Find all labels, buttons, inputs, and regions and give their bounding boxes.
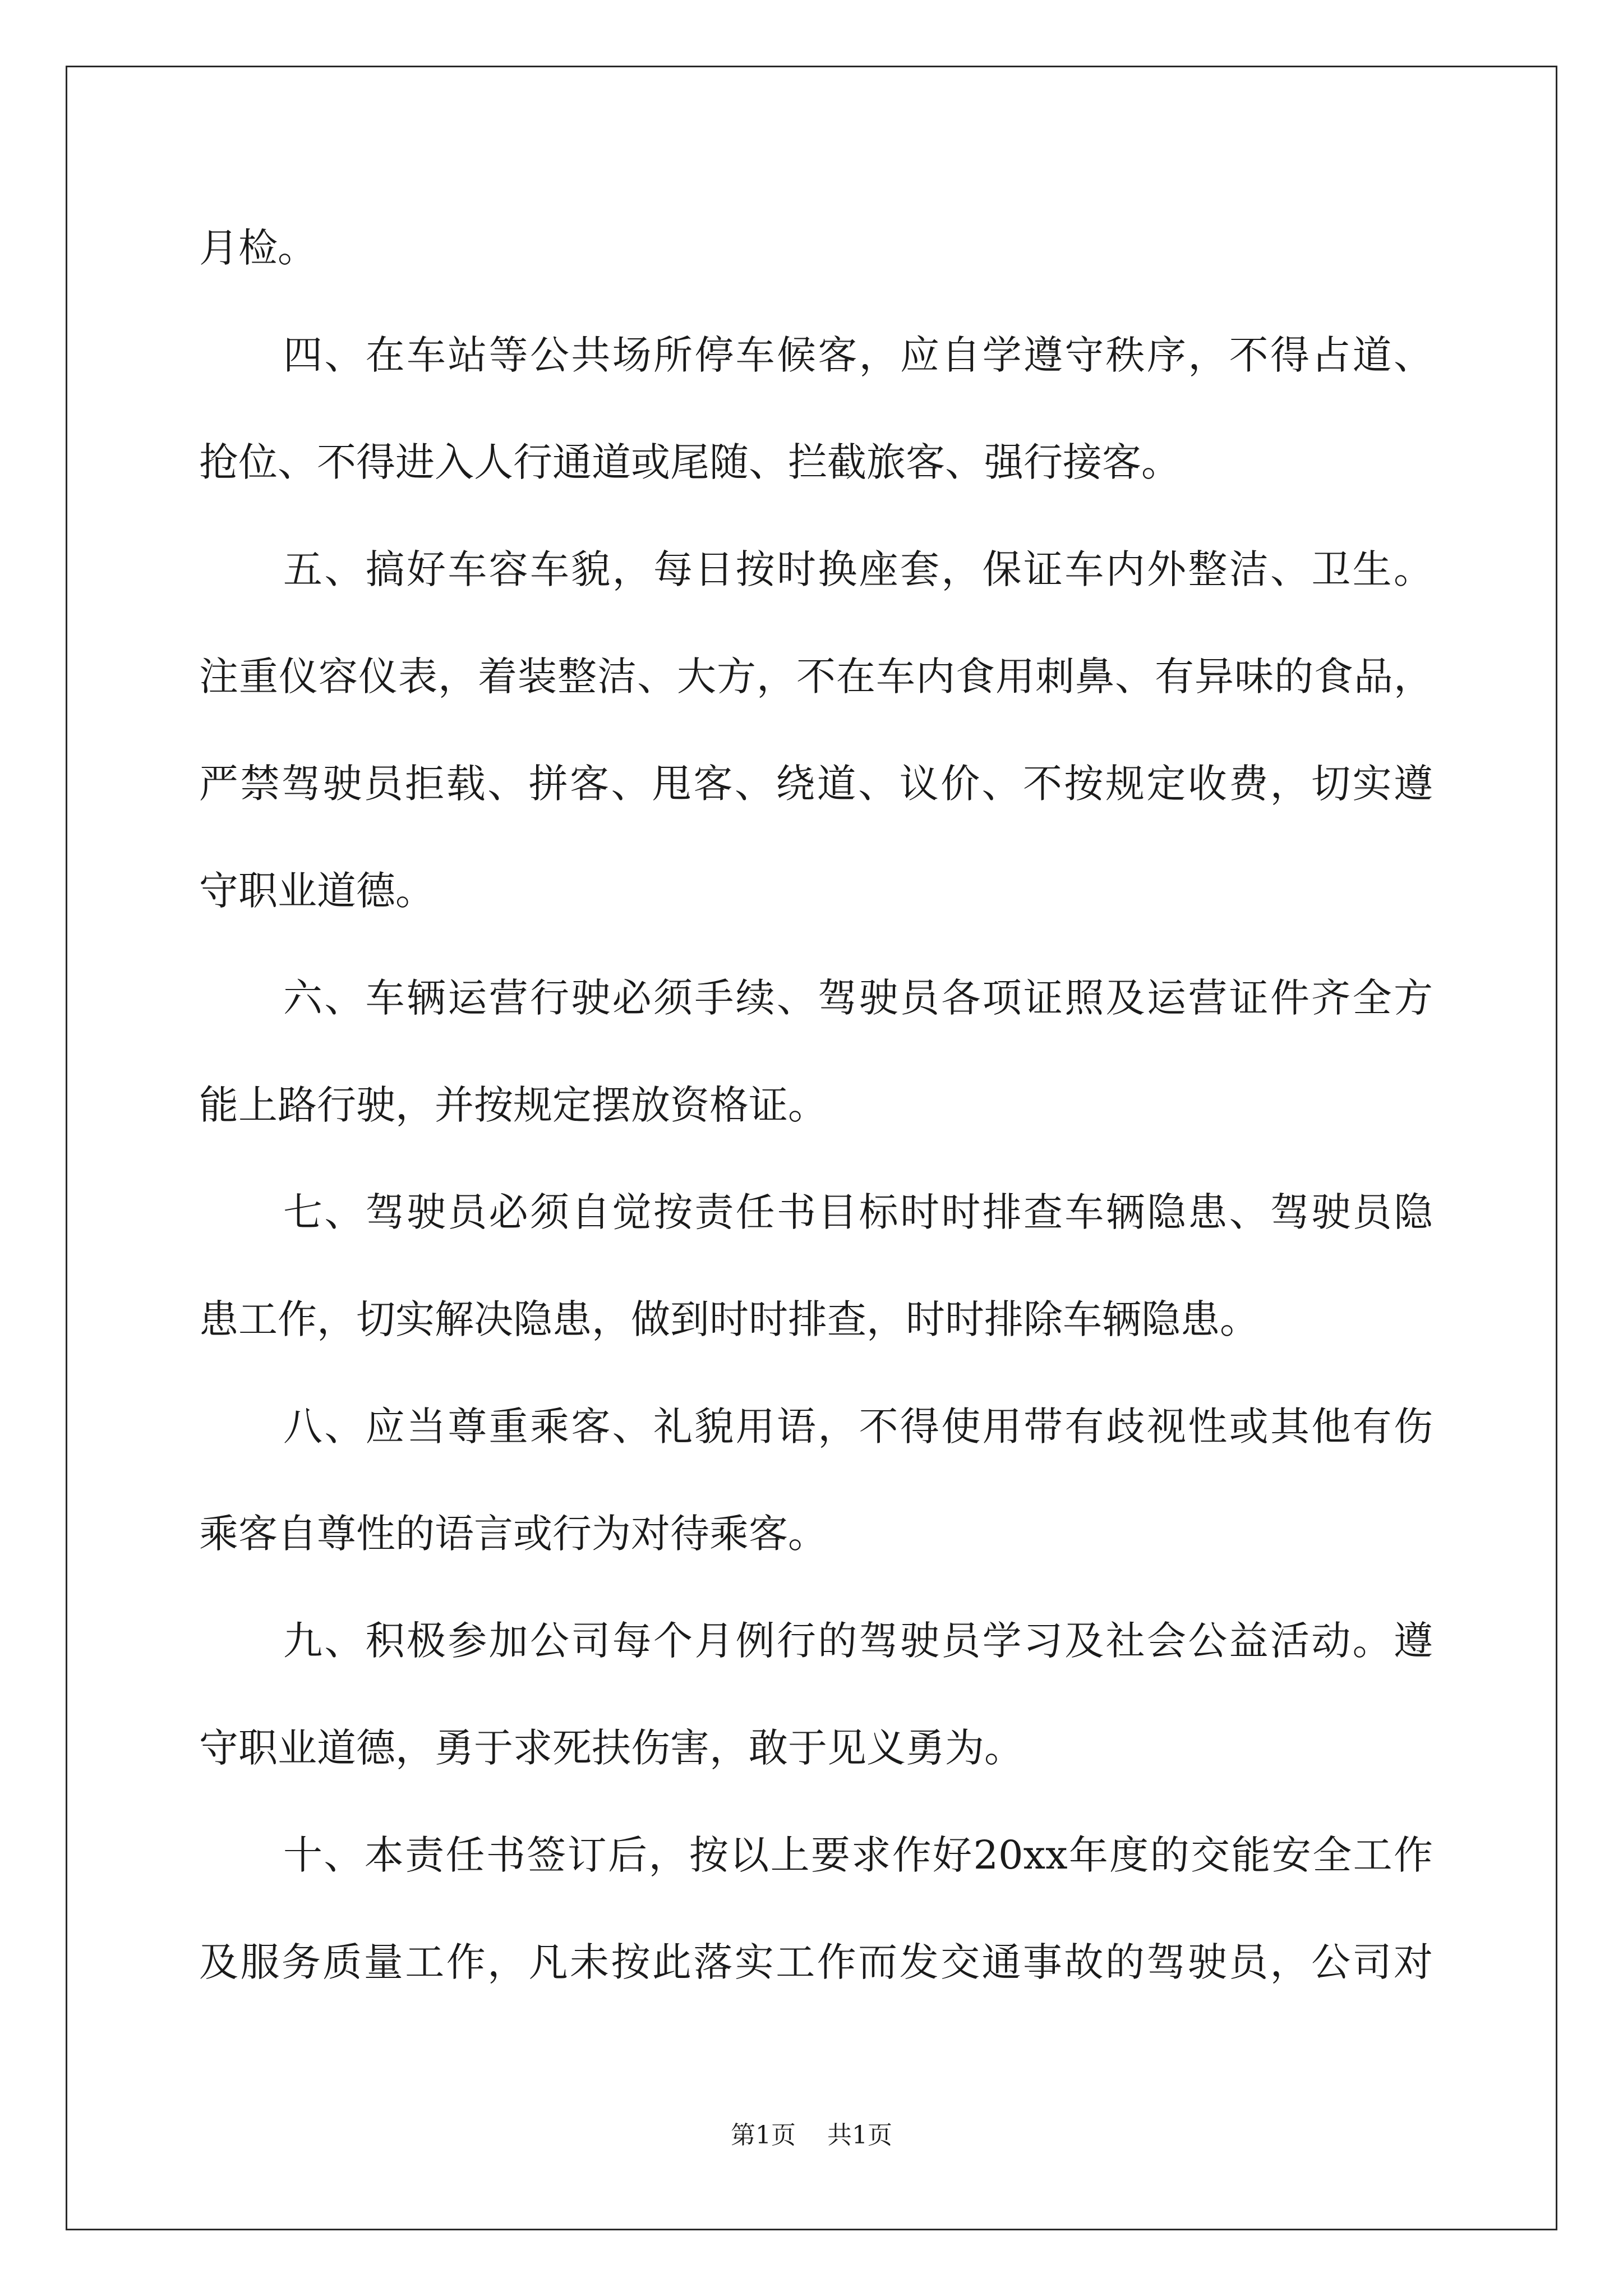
text-line-14: 九、积极参加公司每个月例行的驾驶员学习及社会公益活动。遵 — [283, 1618, 1433, 1664]
text-line-4: 五、搞好车容车貌，每日按时换座套，保证车内外整洁、卫生。 — [283, 546, 1433, 592]
text-line-7: 守职业道德。 — [199, 868, 435, 914]
page-border — [66, 66, 1557, 2230]
text-line-3: 抢位、不得进入人行通道或尾随、拦截旅客、强行接客。 — [199, 439, 1181, 485]
text-line-11: 患工作，切实解决隐患，做到时时排查，时时排除车辆隐患。 — [199, 1296, 1259, 1342]
text-line-16: 十、本责任书签订后，按以上要求作好20xx年度的交能安全工作 — [283, 1832, 1433, 1878]
text-line-13: 乘客自尊性的语言或行为对待乘客。 — [199, 1511, 827, 1557]
text-line-17: 及服务质量工作，凡未按此落实工作而发交通事故的驾驶员，公司对 — [199, 1939, 1433, 1985]
text-line-9: 能上路行驶，并按规定摆放资格证。 — [199, 1082, 827, 1128]
text-line-5: 注重仪容仪表，着装整洁、大方，不在车内食用刺鼻、有异味的食品， — [199, 654, 1433, 700]
page-number: 第1页 — [731, 2121, 796, 2150]
text-line-8: 六、车辆运营行驶必须手续、驾驶员各项证照及运营证件齐全方 — [283, 975, 1433, 1021]
text-line-15: 守职业道德，勇于求死扶伤害，敢于见义勇为。 — [199, 1725, 1023, 1771]
text-line-10: 七、驾驶员必须自觉按责任书目标时时排查车辆隐患、驾驶员隐 — [283, 1189, 1433, 1235]
text-line-6: 严禁驾驶员拒载、拼客、甩客、绕道、议价、不按规定收费，切实遵 — [199, 761, 1433, 807]
text-line-2: 四、在车站等公共场所停车候客，应自学遵守秩序，不得占道、 — [283, 332, 1433, 378]
page-footer — [0, 2119, 1623, 2152]
text-line-12: 八、应当尊重乘客、礼貌用语，不得使用带有歧视性或其他有伤 — [283, 1404, 1433, 1450]
text-line-1: 月检。 — [199, 225, 317, 271]
page-total: 共1页 — [827, 2121, 892, 2150]
